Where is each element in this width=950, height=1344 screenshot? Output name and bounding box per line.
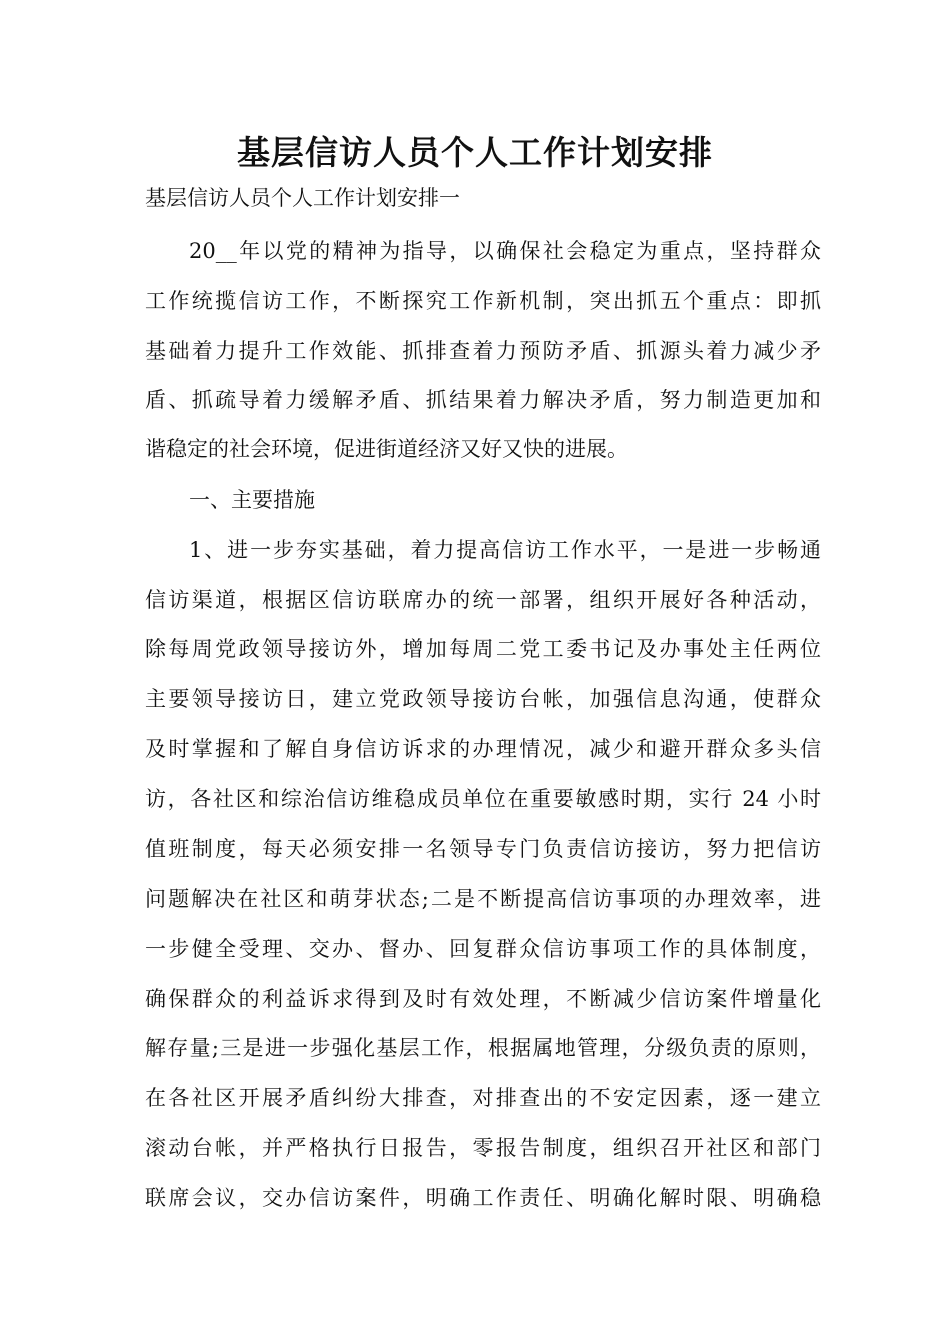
- paragraph-line: 除每周党政领导接访外，增加每周二党工委书记及办事处主任两位: [145, 637, 821, 661]
- section-heading: 一、主要措施: [189, 488, 315, 512]
- paragraph-line: 访，各社区和综治信访维稳成员单位在重要敏感时期，实行 24 小时: [145, 787, 821, 811]
- document-title: 基层信访人员个人工作计划安排: [237, 133, 713, 172]
- paragraph-line: 谐稳定的社会环境，促进街道经济又好又快的进展。: [145, 437, 628, 461]
- paragraph-line: 信访渠道，根据区信访联席办的统一部署，组织开展好各种活动，: [145, 588, 821, 612]
- paragraph-line: 联席会议，交办信访案件，明确工作责任、明确化解时限、明确稳: [145, 1186, 821, 1210]
- paragraph-line: 一步健全受理、交办、督办、回复群众信访事项工作的具体制度，: [145, 937, 821, 961]
- paragraph-line: 工作统揽信访工作，不断探究工作新机制，突出抓五个重点：即抓: [145, 289, 821, 313]
- paragraph-line: 值班制度，每天必须安排一名领导专门负责信访接访，努力把信访: [145, 837, 821, 861]
- paragraph-line: 问题解决在社区和萌芽状态;二是不断提高信访事项的办理效率，进: [145, 887, 821, 911]
- paragraph-line: 及时掌握和了解自身信访诉求的办理情况，减少和避开群众多头信: [145, 737, 821, 761]
- paragraph-line: 20__年以党的精神为指导，以确保社会稳定为重点，坚持群众: [189, 239, 821, 263]
- paragraph-line: 盾、抓疏导着力缓解矛盾、抓结果着力解决矛盾，努力制造更加和: [145, 388, 821, 412]
- paragraph-line: 解存量;三是进一步强化基层工作，根据属地管理，分级负责的原则，: [145, 1036, 821, 1060]
- paragraph-line: 基础着力提升工作效能、抓排查着力预防矛盾、抓源头着力减少矛: [145, 339, 821, 363]
- document-subtitle: 基层信访人员个人工作计划安排一: [145, 186, 460, 210]
- paragraph-line: 1、进一步夯实基础，着力提高信访工作水平，一是进一步畅通: [189, 538, 821, 562]
- paragraph-line: 滚动台帐，并严格执行日报告，零报告制度，组织召开社区和部门: [145, 1136, 821, 1160]
- paragraph-line: 确保群众的利益诉求得到及时有效处理，不断减少信访案件增量化: [145, 987, 821, 1011]
- paragraph-line: 在各社区开展矛盾纠纷大排查，对排查出的不安定因素，逐一建立: [145, 1086, 821, 1110]
- paragraph-line: 主要领导接访日，建立党政领导接访台帐，加强信息沟通，使群众: [145, 687, 821, 711]
